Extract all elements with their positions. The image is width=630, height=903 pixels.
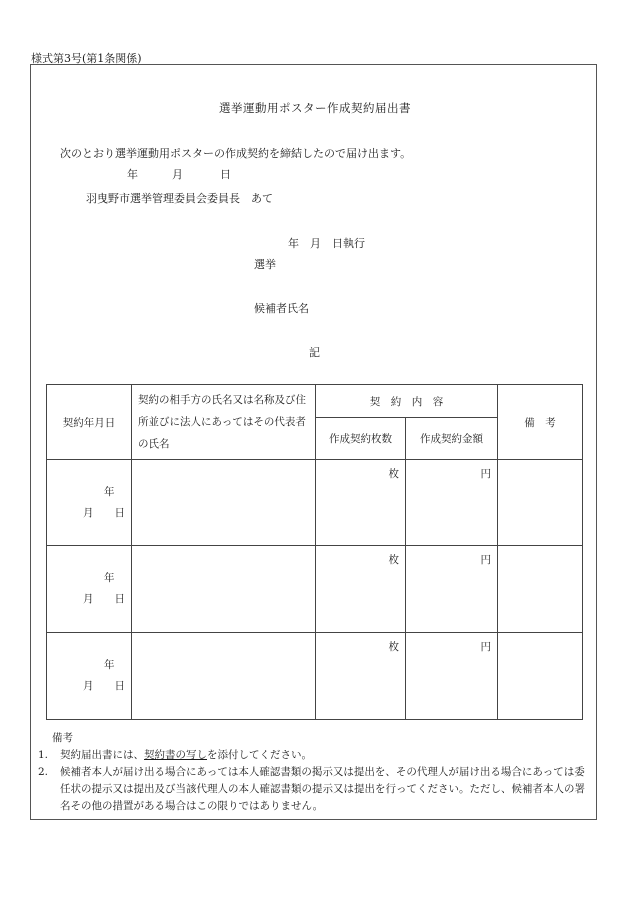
quantity-cell[interactable] xyxy=(316,460,406,546)
amount-unit: 円 xyxy=(480,641,491,653)
candidate-name-label: 候補者氏名 xyxy=(254,302,309,315)
header-amount: 作成契約金額 xyxy=(406,418,498,460)
note-item xyxy=(38,747,594,764)
table-row xyxy=(47,633,583,720)
contract-date-cell[interactable] xyxy=(47,633,132,720)
contract-date-cell[interactable] xyxy=(47,546,132,633)
quantity-cell[interactable] xyxy=(316,546,406,633)
header-remarks: 備 考 xyxy=(498,385,583,460)
quantity-unit: 枚 xyxy=(388,554,399,566)
note-text: 候補者本人が届け出る場合にあっては本人確認書類の掲示又は提出を、その代理人が届け出る場合にあっては委任状の提示又は提出及び当該代理人の本人確認書類の提示又は提出を行ってください。ただし、候補者本人の署名その他の措置がある場合はこの限りではありません。 xyxy=(60,766,585,812)
notes-section xyxy=(38,730,594,815)
contract-date-cell[interactable] xyxy=(47,460,132,546)
submission-month: 月 xyxy=(172,168,183,181)
amount-cell[interactable] xyxy=(406,546,498,633)
month-day-label: 月 日 xyxy=(83,507,125,519)
remarks-cell[interactable] xyxy=(498,633,583,720)
header-quantity: 作成契約枚数 xyxy=(316,418,406,460)
amount-unit: 円 xyxy=(480,554,491,566)
amount-cell[interactable] xyxy=(406,460,498,546)
header-contract-content: 契 約 内 容 xyxy=(316,385,498,418)
note-text: 契約届出書には、 xyxy=(60,749,144,761)
page-title: 選挙運動用ポスター作成契約届出書 xyxy=(219,101,411,115)
quantity-unit: 枚 xyxy=(388,641,399,653)
note-number: 1. xyxy=(38,749,49,761)
election-name-label: 選挙 xyxy=(254,258,276,271)
submission-day: 日 xyxy=(220,168,231,181)
contract-party-cell[interactable] xyxy=(132,546,316,633)
amount-unit: 円 xyxy=(480,468,491,480)
remarks-cell[interactable] xyxy=(498,460,583,546)
table-row xyxy=(47,460,583,546)
addressee: 羽曳野市選挙管理委員会委員長 あて xyxy=(86,192,273,205)
contract-party-cell[interactable] xyxy=(132,460,316,546)
year-label: 年 xyxy=(104,572,115,584)
year-label: 年 xyxy=(104,659,115,671)
year-label: 年 xyxy=(104,486,115,498)
header-contract-date: 契約年月日 xyxy=(47,385,132,460)
quantity-unit: 枚 xyxy=(388,468,399,480)
record-label: 記 xyxy=(309,346,320,359)
contract-party-cell[interactable] xyxy=(132,633,316,720)
header-contract-party: 契約の相手方の氏名又は名称及び住所並びに法人にあってはその代表者の氏名 xyxy=(132,385,316,460)
form-number-label: 様式第3号(第1条関係) xyxy=(31,52,142,65)
contract-table xyxy=(46,384,583,720)
notes-heading: 備考 xyxy=(52,732,73,744)
table-row xyxy=(47,546,583,633)
remarks-cell[interactable] xyxy=(498,546,583,633)
note-underlined-text: 契約書の写し xyxy=(144,749,207,761)
intro-text: 次のとおり選挙運動用ポスターの作成契約を締結したので届け出ます。 xyxy=(60,147,412,160)
note-number: 2. xyxy=(38,766,49,778)
note-item xyxy=(38,764,594,815)
amount-cell[interactable] xyxy=(406,633,498,720)
election-date-label: 年 月 日執行 xyxy=(288,237,365,250)
month-day-label: 月 日 xyxy=(83,593,125,605)
quantity-cell[interactable] xyxy=(316,633,406,720)
month-day-label: 月 日 xyxy=(83,680,125,692)
submission-year: 年 xyxy=(127,168,138,181)
note-text: を添付してください。 xyxy=(207,749,312,761)
